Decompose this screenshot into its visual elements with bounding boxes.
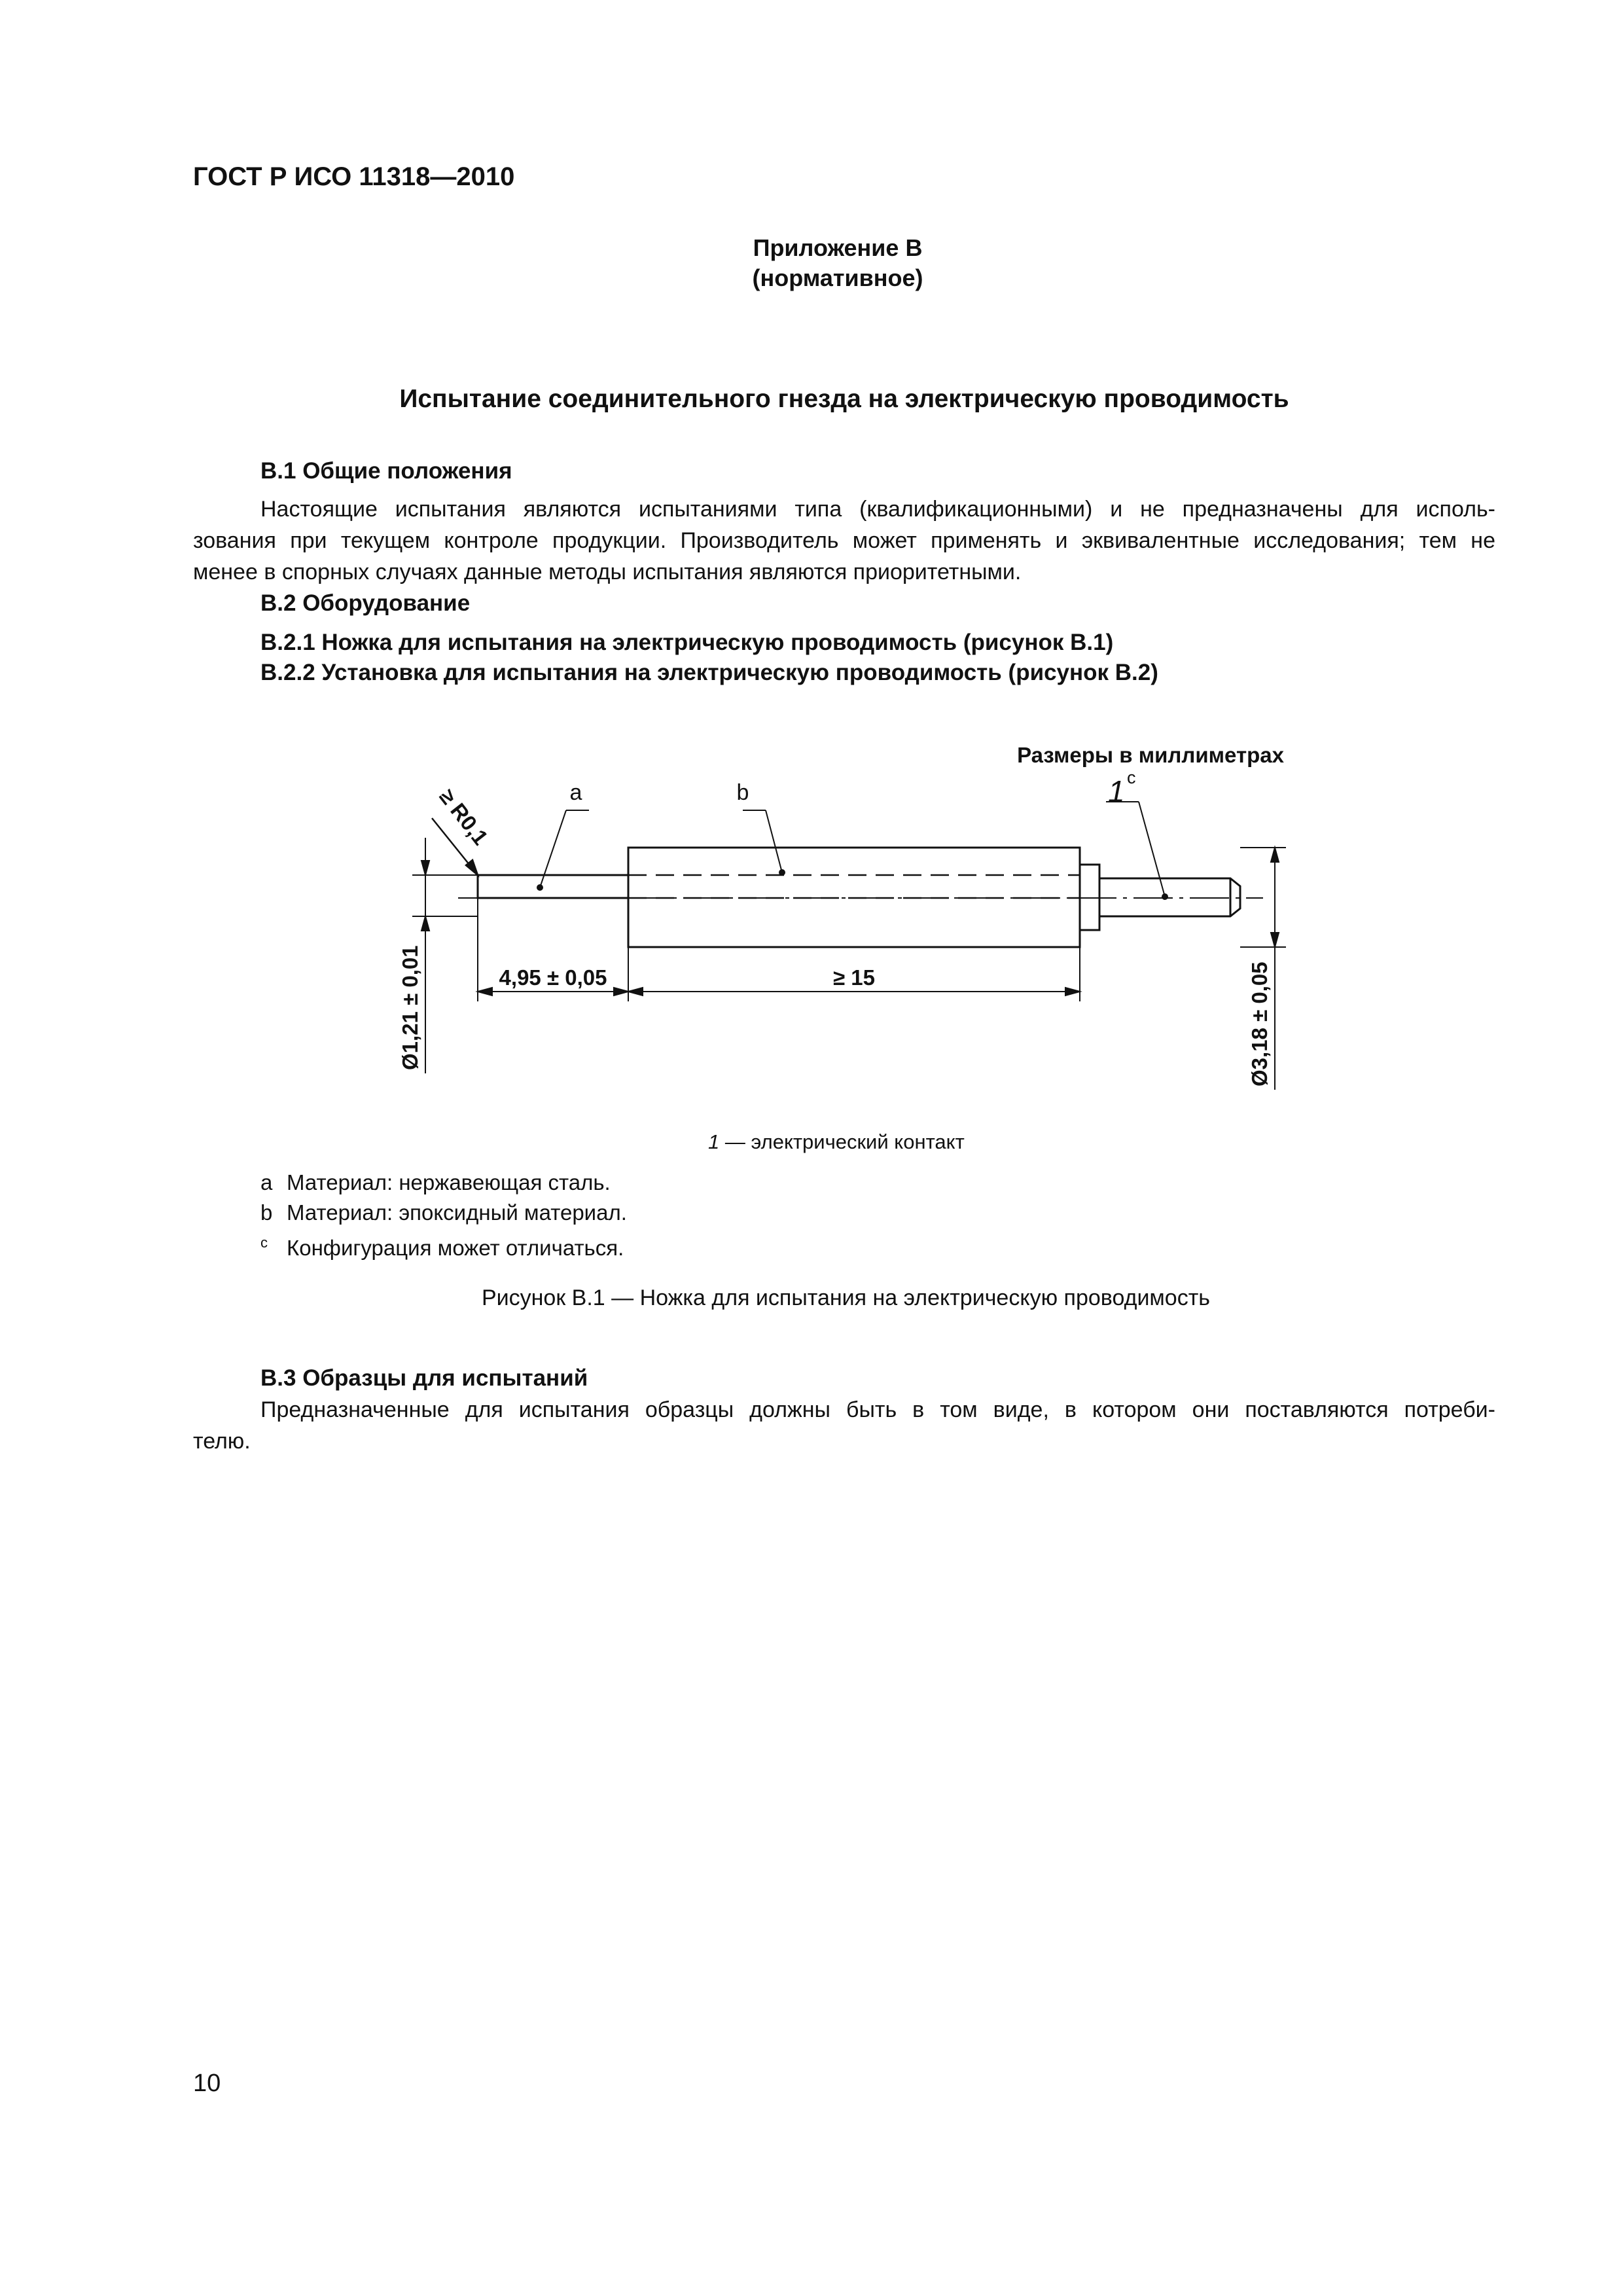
dim-diameter-large: Ø3,18 ± 0,05 [1247,961,1272,1086]
label-b: b [736,780,749,805]
label-1: 1 [1108,774,1125,808]
label-1-sup: c [1127,768,1136,787]
label-a: a [569,780,582,805]
heading-b1: В.1 Общие положения [260,458,512,484]
hidden-lines [628,875,1080,898]
heading-b3: В.3 Образцы для испытаний [260,1365,588,1391]
annex-title: Приложение В [753,234,923,261]
figure-legend [708,1127,965,1157]
paragraph-b1-line: зования при текущем контроле продукции. Производитель может применять и эквивалентные исследования; тем не [193,528,1495,553]
footnote-a: a Материал: нержавеющая сталь. [260,1170,611,1194]
pin-shaft [478,875,628,898]
heading-b21: В.2.1 Ножка для испытания на электрическую проводимость (рисунок В.1) [260,630,1114,655]
page-number: 10 [193,2070,221,2097]
section-title: Испытание соединительного гнезда на электрическую проводимость [399,385,1289,413]
footnote-c: c Конфигурация может отличаться. [260,1234,624,1260]
heading-b2: В.2 Оборудование [260,590,471,616]
figure-caption: Рисунок В.1 — Ножка для испытания на электрическую проводимость [481,1285,1211,1310]
footnotes [260,1168,627,1263]
paragraph-b3 [193,1394,1495,1457]
paragraph-b1-line: менее в спорных случаях данные методы испытания являются приоритетными. [193,560,1022,584]
annex-status: (нормативное) [752,264,923,291]
document-code: ГОСТ Р ИСО 11318—2010 [193,162,515,191]
heading-b22: В.2.2 Установка для испытания на электрическую проводимость (рисунок В.2) [260,660,1158,685]
units-note: Размеры в миллиметрах [1017,743,1284,767]
radius-label: ≥ R0,1 [435,784,493,850]
footnote-b: b Материал: эпоксидный материал. [260,1200,627,1225]
paragraph-b3-line: Предназначенные для испытания образцы должны быть в том виде, в котором они поставляются потреби- [260,1397,1495,1422]
legend-text: — электрический контакт [719,1130,965,1153]
paragraph-b3-line: телю. [193,1429,251,1454]
legend-number: 1 [708,1130,720,1153]
dim-diameter-small: Ø1,21 ± 0,01 [398,945,422,1070]
dim-length-body: ≥ 15 [833,965,875,990]
paragraph-b1-line: Настоящие испытания являются испытаниями типа (квалификационными) и не предназначены для исполь- [260,497,1495,522]
dim-length-pin: 4,95 ± 0,05 [499,965,607,990]
label-leaders [537,802,1168,899]
